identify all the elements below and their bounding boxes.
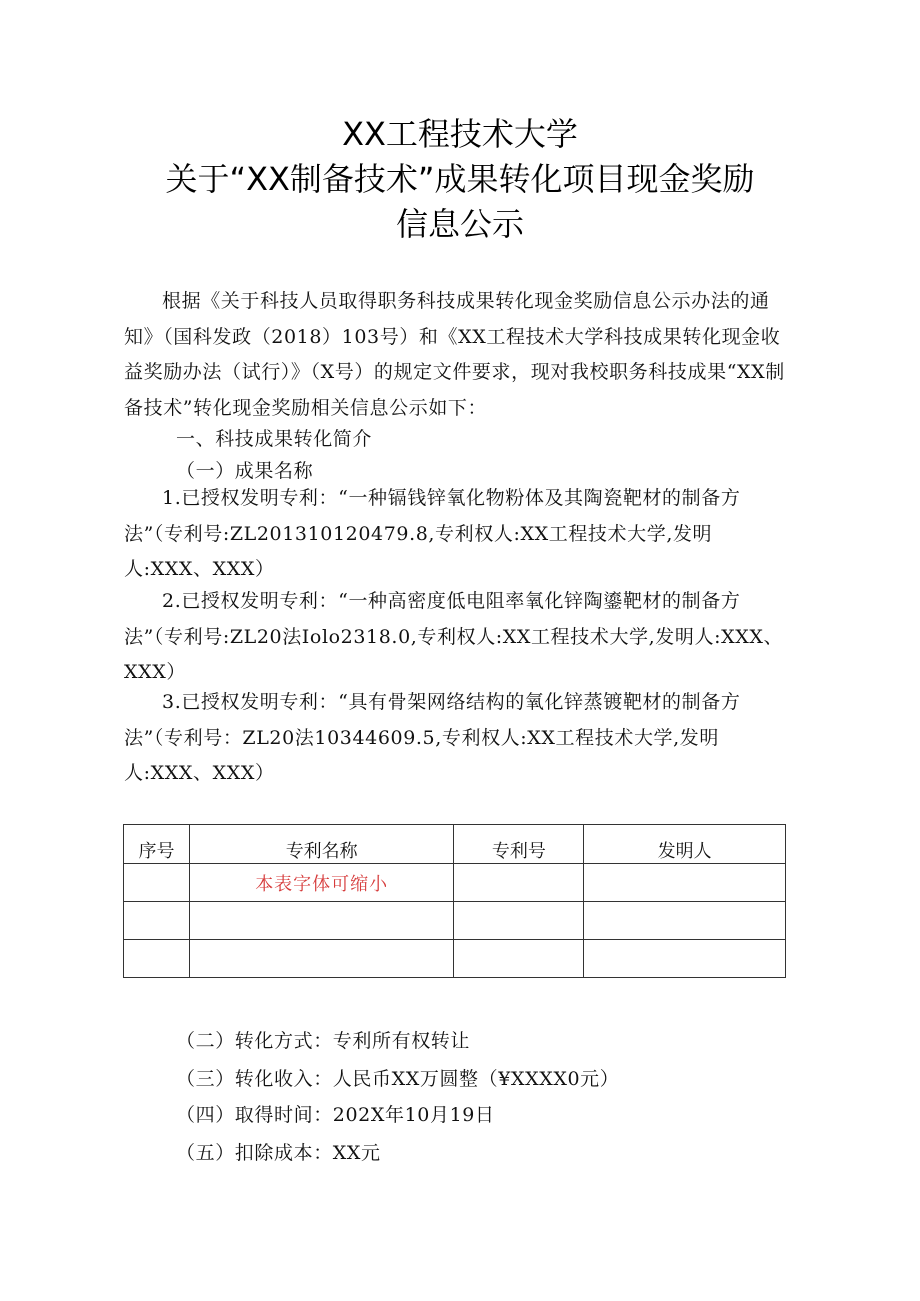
col-header-patent-name: 专利名称 [189, 825, 454, 864]
table-row [124, 902, 786, 940]
deducted-cost: （五）扣除成本：XX元 [176, 1142, 381, 1164]
table-cell [584, 864, 786, 902]
acquisition-time: （四）取得时间：202X年10月19日 [176, 1104, 495, 1126]
table-row [124, 864, 786, 902]
title-line-2: 关于“XX制备技术”成果转化项目现金奖励 [165, 160, 755, 198]
table-cell [124, 902, 190, 940]
table-cell [454, 864, 584, 902]
table-cell [584, 940, 786, 978]
table-cell [189, 902, 454, 940]
table-cell [189, 940, 454, 978]
col-header-patent-number: 专利号 [454, 825, 584, 864]
table-cell [584, 902, 786, 940]
patent-item-2: 2.已授权发明专利：“一种高密度低电阻率氧化锌陶鎏靶材的制备方法”（专利号:ZL20法Iolo2318.0,专利权人:XX工程技术大学,发明人:XXX、XXX） [124, 590, 784, 683]
transfer-income: （三）转化收入：人民币XX万圆整（¥XXXX0元） [176, 1068, 620, 1090]
patent-item-1: 1.已授权发明专利：“一种镉钱锌氧化物粉体及其陶瓷靶材的制备方法”（专利号:ZL201310120479.8,专利权人:XX工程技术大学,发明人:XXX、XXX） [124, 487, 741, 580]
title-line-1: XX工程技术大学 [342, 115, 578, 153]
table-cell [124, 864, 190, 902]
table-cell [454, 940, 584, 978]
table-cell [189, 864, 454, 902]
transfer-method: （二）转化方式：专利所有权转让 [176, 1030, 471, 1052]
table-header-row [124, 825, 786, 864]
table-cell [454, 902, 584, 940]
patent-table [123, 824, 786, 978]
col-header-index: 序号 [124, 825, 190, 864]
title-line-3: 信息公示 [395, 205, 524, 243]
section-heading-1: 一、科技成果转化简介 [176, 428, 373, 450]
subsection-heading-1: （一）成果名称 [176, 460, 314, 482]
col-header-inventor: 发明人 [584, 825, 786, 864]
font-size-note: 本表字体可缩小 [255, 873, 389, 895]
patent-item-3: 3.已授权发明专利：“具有骨架网络结构的氧化锌蒸镀靶材的制备方法”（专利号：ZL20法10344609.5,专利权人:XX工程技术大学,发明人:XXX、XXX） [124, 691, 741, 784]
document-title [0, 112, 920, 247]
intro-paragraph: 根据《关于科技人员取得职务科技成果转化现金奖励信息公示办法的通知》（国科发政（2018）103号）和《XX工程技术大学科技成果转化现金收益奖励办法（试行）》（X号）的规定文件要求，现对我校职务科技成果“XX制备技术”转化现金奖励相关信息公示如下： [124, 290, 785, 419]
table-row [124, 940, 786, 978]
table-cell [124, 940, 190, 978]
